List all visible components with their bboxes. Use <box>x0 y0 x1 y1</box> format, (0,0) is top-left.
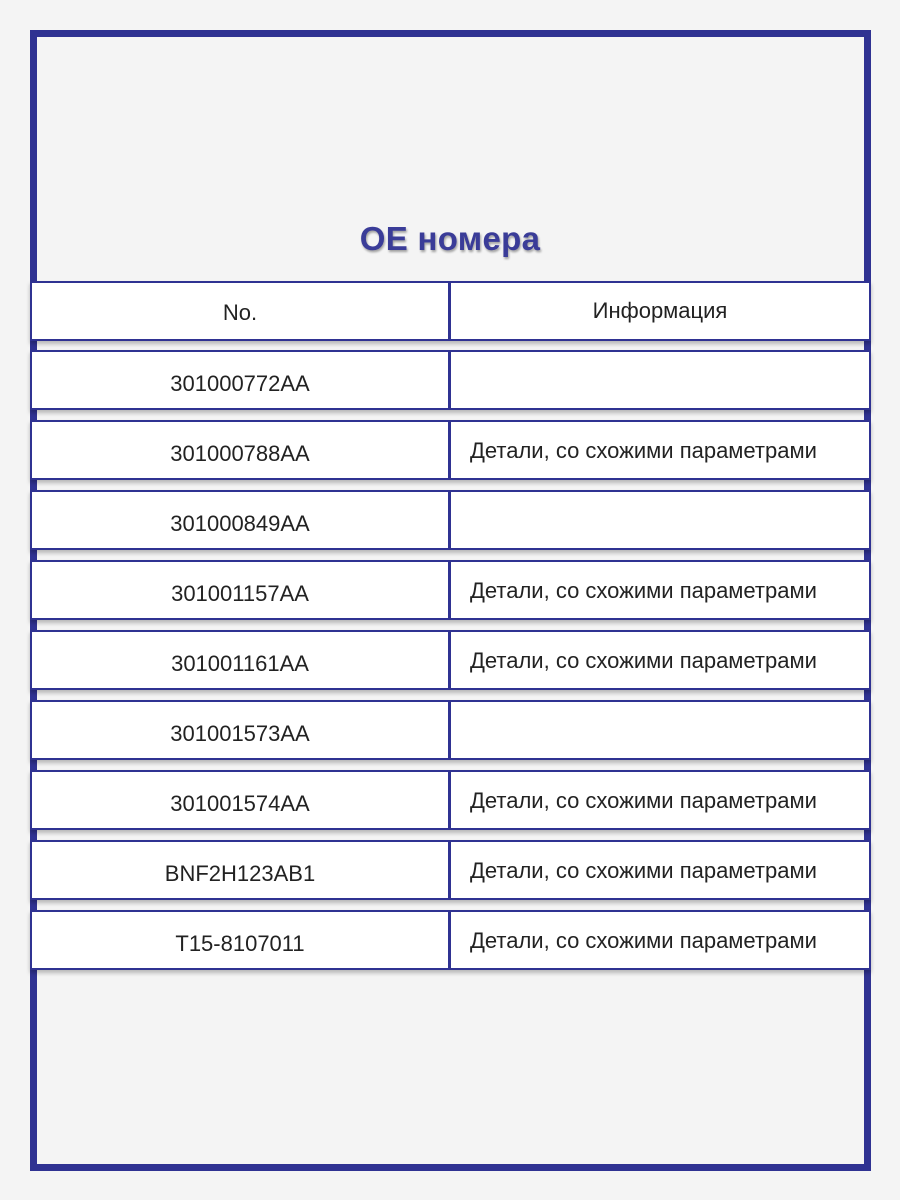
oe-number: 301001573AA <box>32 702 451 758</box>
oe-number: 301000772AA <box>32 352 451 408</box>
header-info: Информация <box>592 298 728 323</box>
table-row <box>30 350 871 410</box>
oe-info: Детали, со схожими параметрами <box>470 788 817 813</box>
oe-info <box>451 492 869 548</box>
oe-info <box>451 352 869 408</box>
table-row <box>30 490 871 550</box>
table-row <box>30 560 871 620</box>
table-header-row <box>30 281 871 341</box>
oe-number: 301001157AA <box>32 562 451 618</box>
oe-info: Детали, со схожими параметрами <box>470 578 817 603</box>
table-row <box>30 700 871 760</box>
oe-info: Детали, со схожими параметрами <box>470 648 817 673</box>
oe-number: BNF2H123AB1 <box>32 842 451 898</box>
oe-number: 301000788AA <box>32 422 451 478</box>
table-row <box>30 630 871 690</box>
table-row <box>30 420 871 480</box>
oe-number: 301001574AA <box>32 772 451 828</box>
oe-info <box>451 702 869 758</box>
oe-number: 301000849AA <box>32 492 451 548</box>
page-title: OE номера <box>359 220 541 257</box>
table-row <box>30 840 871 900</box>
oe-info: Детали, со схожими параметрами <box>470 438 817 463</box>
oe-number: 301001161AA <box>32 632 451 688</box>
oe-info: Детали, со схожими параметрами <box>470 858 817 883</box>
oe-info: Детали, со схожими параметрами <box>470 928 817 953</box>
table-row <box>30 910 871 970</box>
oe-number: T15-8107011 <box>32 912 451 968</box>
header-no: No. <box>32 283 451 339</box>
table-row <box>30 770 871 830</box>
